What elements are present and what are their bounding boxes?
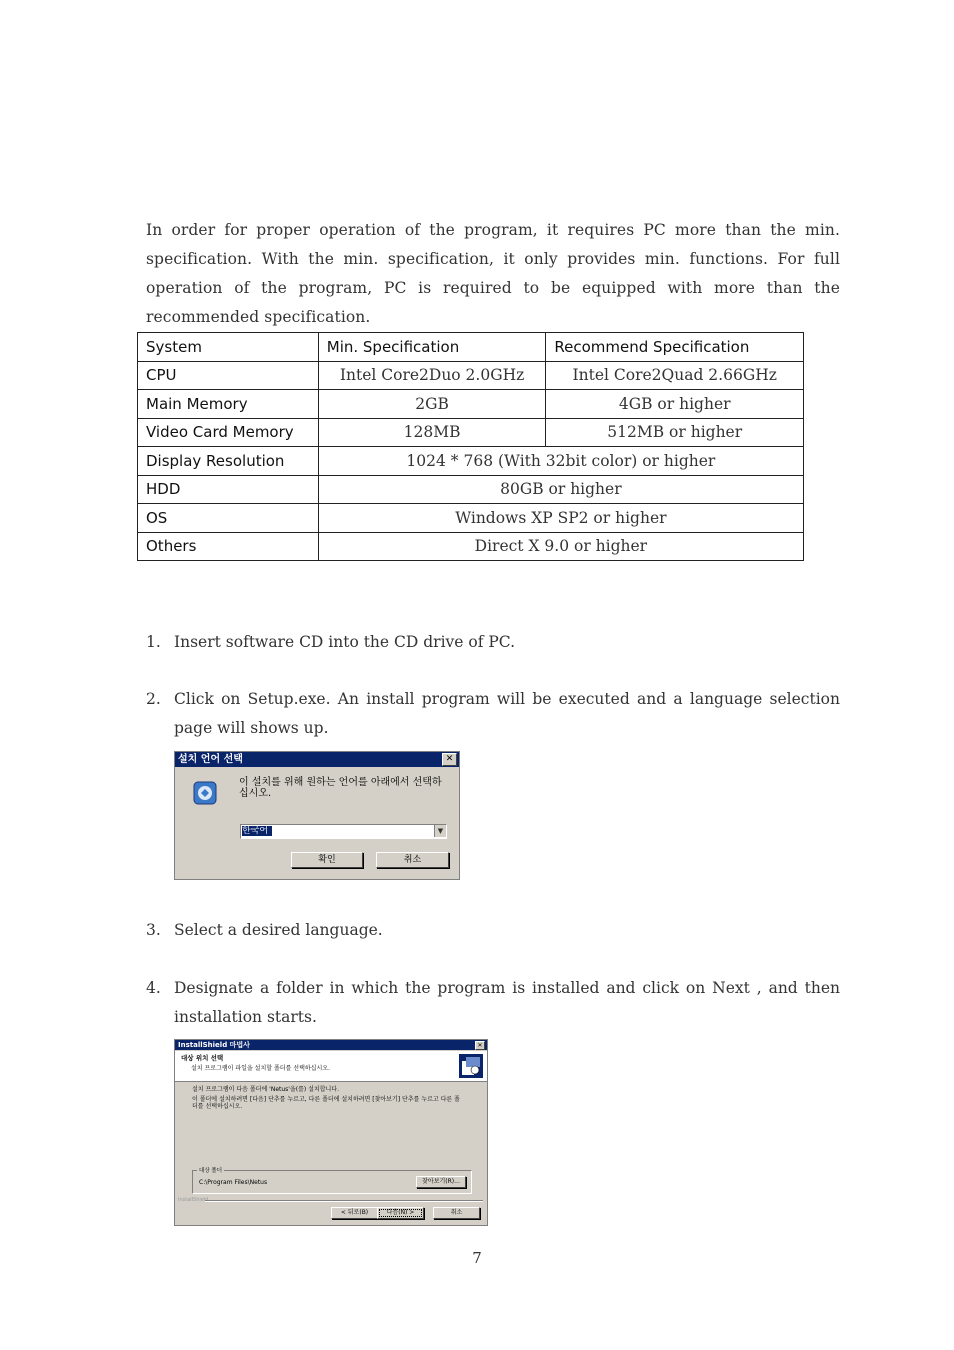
step-number: 1. (146, 633, 161, 651)
row-span: 1024 * 768 (With 32bit color) or higher (318, 447, 803, 476)
page-number: 7 (472, 1249, 482, 1267)
step-1 (146, 628, 840, 657)
step-number: 3. (146, 921, 161, 939)
install-info-line2: 이 폴더에 설치하려면 [다음] 단추를 누르고, 다른 폴더에 설치하려면 [찾아보기] 단추를 누르고 다른 폴더를 선택하십시오. (192, 1096, 460, 1110)
footer-brand: InstallShield (178, 1197, 209, 1203)
step-3 (146, 916, 840, 945)
step-number: 4. (146, 979, 161, 997)
dialog-subheading: 설치 프로그램이 파일을 설치할 폴더를 선택하십시오. (191, 1065, 330, 1072)
dialog-header-band (175, 1051, 487, 1082)
step-text: Designate a folder in which the program is installed and click on Next , and then installation starts. (174, 979, 840, 1026)
destination-group (192, 1170, 472, 1194)
header-rec: Recommend Specification (546, 333, 804, 362)
dialog-titlebar (175, 752, 459, 767)
row-rec: 4GB or higher (546, 390, 804, 419)
dialog-titlebar (175, 1040, 487, 1050)
install-info-line1: 설치 프로그램이 다음 폴더에 'Netus'을(를) 설치합니다. (192, 1086, 340, 1093)
row-label: CPU (138, 361, 319, 390)
close-icon[interactable]: ✕ (442, 753, 457, 766)
ok-button[interactable]: 확인 (291, 852, 363, 868)
row-label: Main Memory (138, 390, 319, 419)
row-label: Display Resolution (138, 447, 319, 476)
table-row (138, 447, 804, 476)
table-row (138, 361, 804, 390)
next-button[interactable]: 다음(N) > (377, 1207, 424, 1219)
header-min: Min. Specification (318, 333, 546, 362)
row-min: Intel Core2Duo 2.0GHz (318, 361, 546, 390)
footer-divider (205, 1200, 483, 1202)
row-min: 128MB (318, 418, 546, 447)
table-row (138, 504, 804, 533)
table-row (138, 475, 804, 504)
row-min: 2GB (318, 390, 546, 419)
spec-table (137, 332, 804, 561)
row-span: 80GB or higher (318, 475, 803, 504)
step-number: 2. (146, 690, 161, 708)
browse-button[interactable]: 찾아보기(R)... (416, 1176, 466, 1188)
dialog-title: 설치 언어 선택 (178, 754, 243, 765)
row-label: Others (138, 532, 319, 561)
intro-paragraph: In order for proper operation of the program, it requires PC more than the min. specification. With the min. specification, it only provides min. functions. For full operation of the program, PC is required to be equipped with more than the recommended specification. (146, 221, 840, 326)
installer-icon (458, 1053, 484, 1079)
row-span: Windows XP SP2 or higher (318, 504, 803, 533)
dialog-heading: 대상 위치 선택 (181, 1054, 224, 1062)
table-row (138, 532, 804, 561)
selected-language: 한국어 (242, 826, 272, 836)
step-2 (146, 685, 840, 743)
chevron-down-icon[interactable]: ▼ (434, 825, 446, 837)
step-4 (146, 974, 840, 1032)
dialog-title: InstallShield 마법사 (178, 1041, 250, 1049)
setup-icon (192, 780, 218, 806)
row-label: Video Card Memory (138, 418, 319, 447)
row-label: HDD (138, 475, 319, 504)
table-row (138, 390, 804, 419)
destination-path: C:\Program Files\Netus (199, 1179, 268, 1186)
cancel-button[interactable]: 취소 (376, 852, 449, 868)
group-label: 대상 폴더 (199, 1168, 223, 1174)
row-label: OS (138, 504, 319, 533)
close-icon[interactable]: ✕ (475, 1041, 485, 1050)
dialog-message: 이 설치를 위해 원하는 언어를 아래에서 선택하십시오. (239, 777, 442, 799)
language-dialog (174, 751, 460, 880)
row-rec: 512MB or higher (546, 418, 804, 447)
language-select[interactable] (240, 824, 447, 839)
step-text: Click on Setup.exe. An install program will be executed and a language selection page will shows up. (174, 690, 840, 737)
row-rec: Intel Core2Quad 2.66GHz (546, 361, 804, 390)
installshield-dialog (174, 1039, 488, 1226)
cancel-button[interactable]: 취소 (433, 1207, 480, 1219)
header-system: System (138, 333, 319, 362)
table-header-row (138, 333, 804, 362)
row-span: Direct X 9.0 or higher (318, 532, 803, 561)
back-button[interactable]: < 뒤로(B) (331, 1207, 378, 1219)
step-text: Select a desired language. (174, 921, 383, 939)
step-text: Insert software CD into the CD drive of PC. (174, 633, 516, 651)
table-row (138, 418, 804, 447)
